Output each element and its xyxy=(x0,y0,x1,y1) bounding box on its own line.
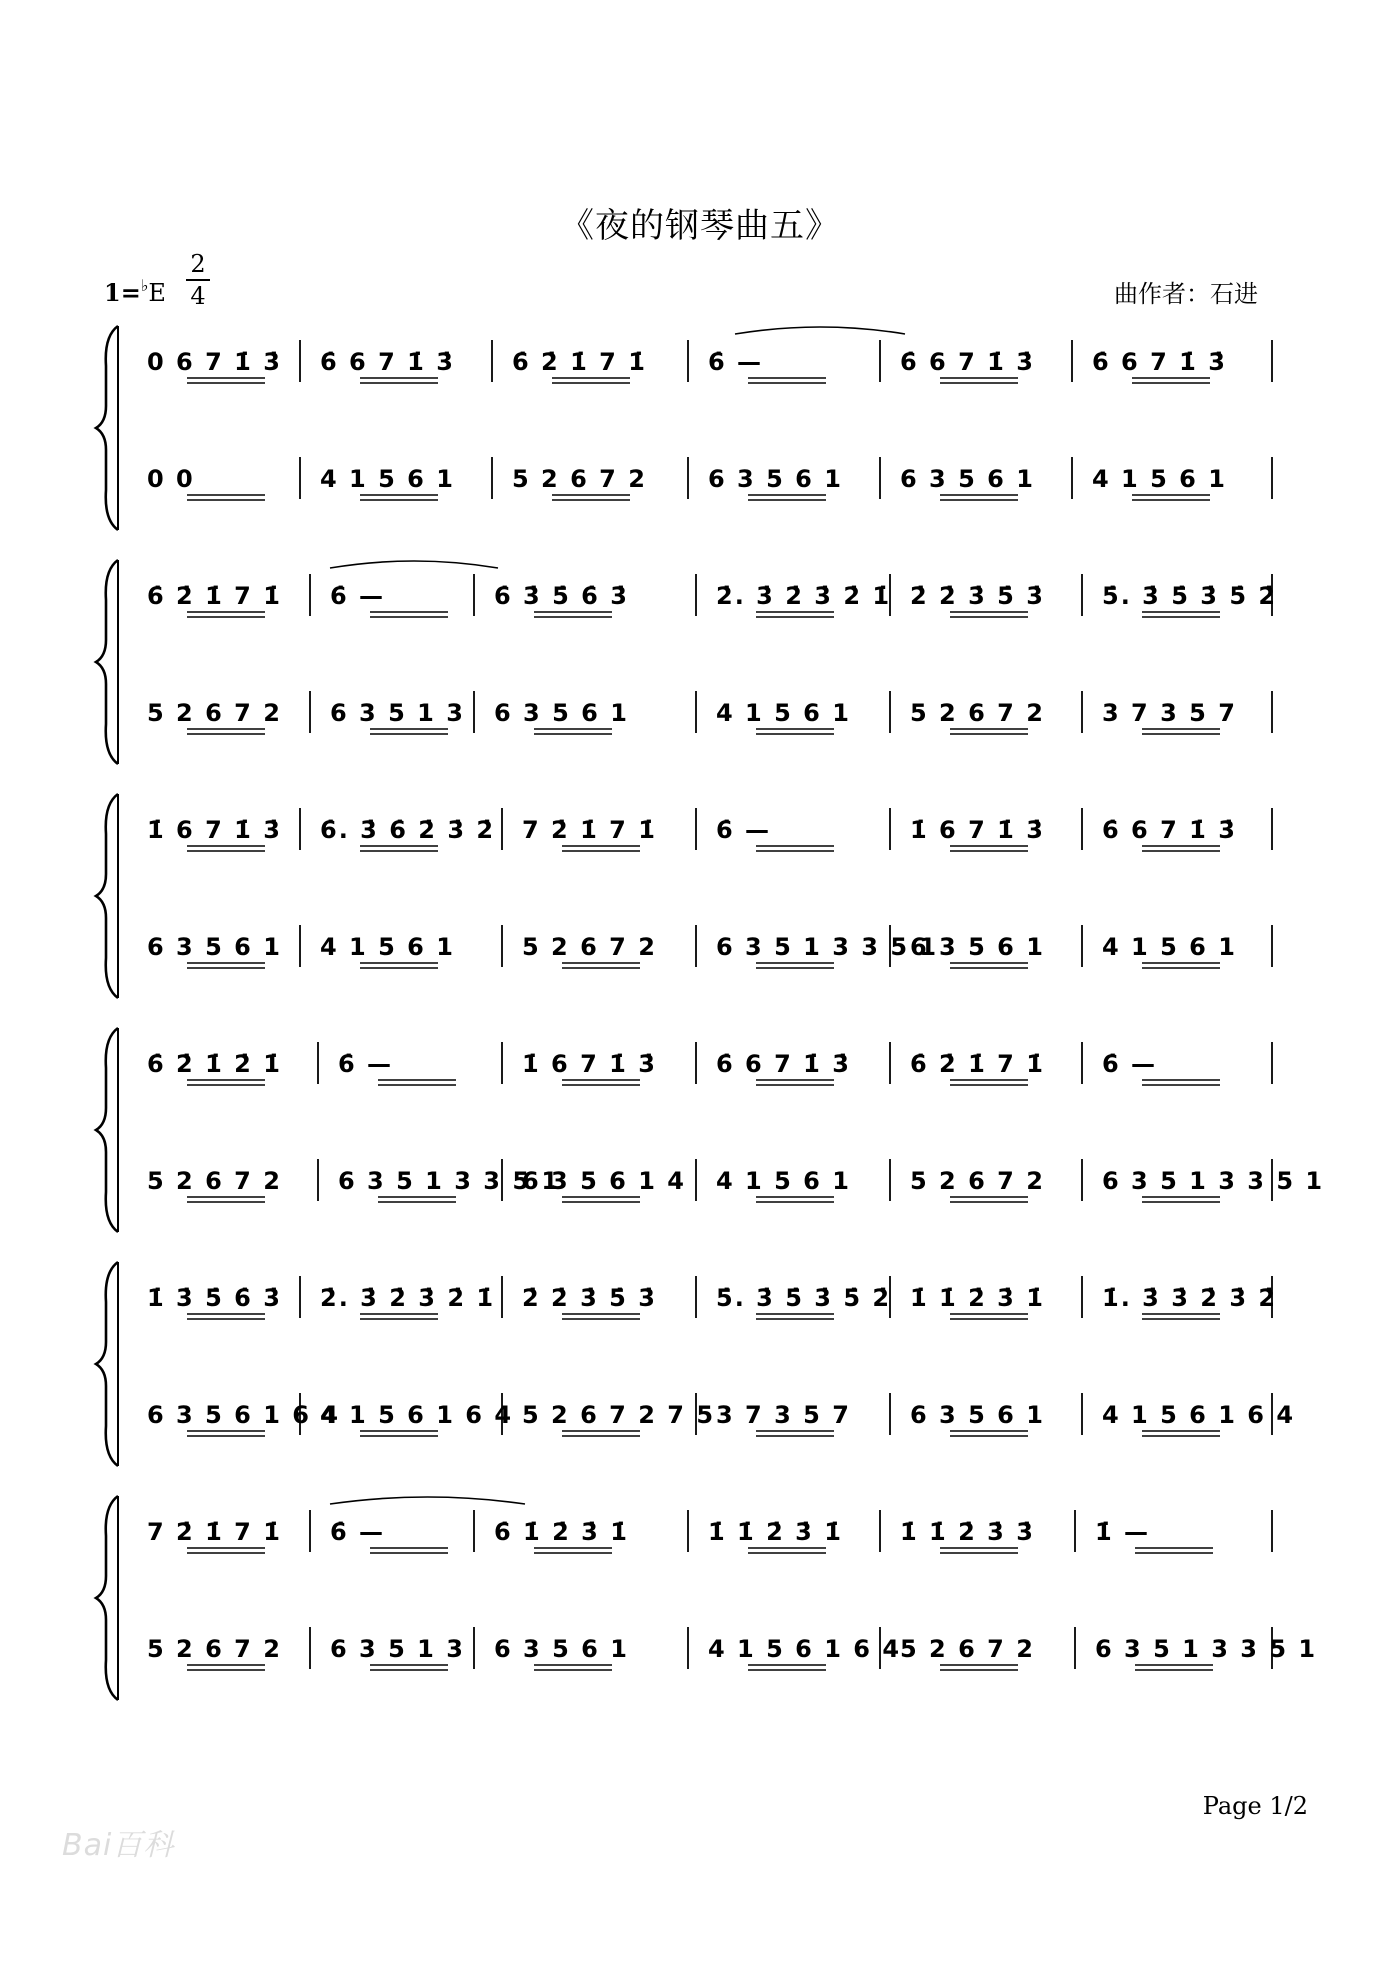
bass-measure: 5 2 6 7 2 xyxy=(910,1167,1045,1195)
treble-measure: 6̇ — xyxy=(338,1050,394,1078)
time-signature-beats: 2 xyxy=(190,250,206,278)
brace xyxy=(96,1496,118,1700)
composer-credit: 曲作者：石进 xyxy=(1114,280,1258,308)
treble-measure: 6̇ 2̇ 1̇ 7 1̇ xyxy=(512,348,647,376)
treble-measure: 6̇ 6 7 1̇ 3̇ xyxy=(716,1050,851,1078)
time-signature-unit: 4 xyxy=(190,282,206,310)
brace xyxy=(96,560,118,764)
treble-measure: 6̇ 6 7 1̇ 3̇ xyxy=(1092,348,1227,376)
score-title: 《夜的钢琴曲五》 xyxy=(560,206,840,246)
bass-measure: 6 3 5 6 1 xyxy=(910,1401,1045,1429)
bass-measure: 4 1 5 6 1 6 4 xyxy=(1102,1401,1296,1429)
bass-measure: 6 3 5 1 3 xyxy=(330,699,465,727)
system xyxy=(96,1028,1324,1232)
treble-measure: 7 2̇ 1̇ 7 1̇ xyxy=(522,816,657,844)
brace xyxy=(96,1262,118,1466)
bass-measure: 6 3 5 6 1 xyxy=(494,1635,629,1663)
treble-measure: 1̇ 1̇ 2̇ 3̇ 3̇ xyxy=(900,1518,1035,1546)
treble-measure: 6̇ 6 7 1̇ 3̇ xyxy=(320,348,455,376)
system xyxy=(96,794,1272,998)
bass-measure: 4 1 5 6 1 xyxy=(716,699,851,727)
bass-measure: 4 1 5 6 1 xyxy=(320,933,455,961)
bass-measure: 4 1 5 6 1 xyxy=(716,1167,851,1195)
watermark-logo: Bai百科 xyxy=(62,1828,175,1863)
bass-measure: 4 1 5 6 1 6 4 xyxy=(320,1401,514,1429)
bass-measure: 5 2 6 7 2 xyxy=(147,1635,282,1663)
system xyxy=(96,1496,1317,1700)
bass-measure: 6 3 5 1 3 3 5 1 xyxy=(338,1167,561,1195)
key-note: E xyxy=(148,279,166,307)
treble-measure: 1̇ 6 7 1̇ 3̇ xyxy=(910,816,1045,844)
tie xyxy=(330,1497,525,1504)
treble-measure: 6̇ 1̇ 2̇ 3̇ 1̇ xyxy=(494,1518,629,1546)
bass-measure: 0 0 xyxy=(147,465,195,493)
bass-measure: 5 2 6 7 2 xyxy=(910,699,1045,727)
tie xyxy=(330,561,498,568)
treble-measure: 6̇ 6 7 1̇ 3̇ xyxy=(900,348,1035,376)
treble-measure: 1̇ 1̇ 2̇ 3̇ 1̇ xyxy=(910,1284,1045,1312)
bass-measure: 5 2 6 7 2 xyxy=(147,699,282,727)
treble-measure: 7 2̇ 1̇ 7 1̇ xyxy=(147,1518,282,1546)
treble-measure: 2̇. 3̇ 2̇ 3̇ 2̇ 1̇ xyxy=(716,582,892,610)
treble-measure: 6̇ — xyxy=(330,1518,386,1546)
brace xyxy=(96,1028,118,1232)
treble-measure: 1̇ — xyxy=(1095,1518,1151,1546)
treble-measure: 2̇ 2̇ 3̇ 5̇ 3̇ xyxy=(522,1284,657,1312)
treble-measure: 0 6 7 1̇ 3̇ xyxy=(147,348,282,376)
treble-measure: 2̇ 2̇ 3̇ 5̇ 3̇ xyxy=(910,582,1045,610)
bass-measure: 6 3 5 6 1 xyxy=(910,933,1045,961)
page-number: Page 1/2 xyxy=(1202,1792,1308,1820)
treble-measure: 6̇ — xyxy=(708,348,764,376)
bass-measure: 6 3 5 1 3 3 5 1 xyxy=(1095,1635,1318,1663)
treble-measure: 1̇ 6 7 1̇ 3̇ xyxy=(147,816,282,844)
treble-measure: 5̇. 3̇ 5̇ 3̇ 5̇ 2̇ xyxy=(1102,582,1278,610)
treble-measure: 6̇ 2̇ 1̇ 2̇ 1̇ xyxy=(147,1050,282,1078)
treble-measure: 6̇ 2̇ 1̇ 7 1̇ xyxy=(910,1050,1045,1078)
bass-measure: 4 1 5 6 1 xyxy=(1092,465,1227,493)
bass-measure: 4 1 5 6 1 xyxy=(1102,933,1237,961)
bass-measure: 6 3 5 6 1 xyxy=(147,933,282,961)
bass-measure: 5 2 6 7 2 xyxy=(512,465,647,493)
bass-measure: 6 3 5 6 1 4 xyxy=(522,1167,686,1195)
bass-measure: 5 2 6 7 2 7 5 xyxy=(522,1401,716,1429)
bass-measure: 4 1 5 6 1 6 4 xyxy=(708,1635,902,1663)
bass-measure: 6 3 5 6 1 6 4 xyxy=(147,1401,341,1429)
treble-measure: 6̇ — xyxy=(330,582,386,610)
system xyxy=(96,1262,1295,1466)
treble-measure: 2̇. 3̇ 2̇ 3̇ 2̇ 1̇ xyxy=(320,1284,496,1312)
bass-measure: 6 3 5 6 1 xyxy=(708,465,843,493)
bass-measure: 5 2 6 7 2 xyxy=(900,1635,1035,1663)
bass-measure: 6 3 5 1 3 3 5 1 xyxy=(716,933,939,961)
brace xyxy=(96,794,118,998)
flat-icon: ♭ xyxy=(140,276,149,295)
tie xyxy=(735,327,905,334)
bass-measure: 6 3 5 1 3 3 5 1 xyxy=(1102,1167,1325,1195)
bass-measure: 6 3 5 6 1 xyxy=(494,699,629,727)
system xyxy=(96,326,1272,530)
key-prefix: 1= xyxy=(104,278,141,307)
bass-measure: 5 2 6 7 2 xyxy=(522,933,657,961)
bass-measure: 6 3 5 6 1 xyxy=(900,465,1035,493)
bass-measure: 5 2 6 7 2 xyxy=(147,1167,282,1195)
bass-measure: 3 7 3 5 7 xyxy=(1102,699,1237,727)
treble-measure: 6̇ 6 7 1̇ 3̇ xyxy=(1102,816,1237,844)
system xyxy=(96,560,1277,764)
treble-measure: 1̇ 1̇ 2̇ 3̇ 1̇ xyxy=(708,1518,843,1546)
treble-measure: 6̇ — xyxy=(716,816,772,844)
treble-measure: 6̇ 3̇ 5̇ 6̇ 3̇ xyxy=(494,582,629,610)
treble-measure: 1̇. 3̇ 3̇ 2̇ 3̇ 2̇ xyxy=(1102,1284,1278,1312)
treble-measure: 5̇. 3̇ 5̇ 3̇ 5̇ 2̇ xyxy=(716,1284,892,1312)
treble-measure: 6̇ 2̇ 1̇ 7 1̇ xyxy=(147,582,282,610)
treble-measure: 6̇. 3̇ 6̇ 2̇ 3̇ 2̇ xyxy=(320,816,496,844)
treble-measure: 6̇ — xyxy=(1102,1050,1158,1078)
bass-measure: 3 7 3 5 7 xyxy=(716,1401,851,1429)
bass-measure: 6 3 5 1 3 xyxy=(330,1635,465,1663)
treble-measure: 1̇ 3̇ 5̇ 6̇ 3̇ xyxy=(147,1284,282,1312)
treble-measure: 1̇ 6 7 1̇ 3̇ xyxy=(522,1050,657,1078)
brace xyxy=(96,326,118,530)
bass-measure: 4 1 5 6 1 xyxy=(320,465,455,493)
